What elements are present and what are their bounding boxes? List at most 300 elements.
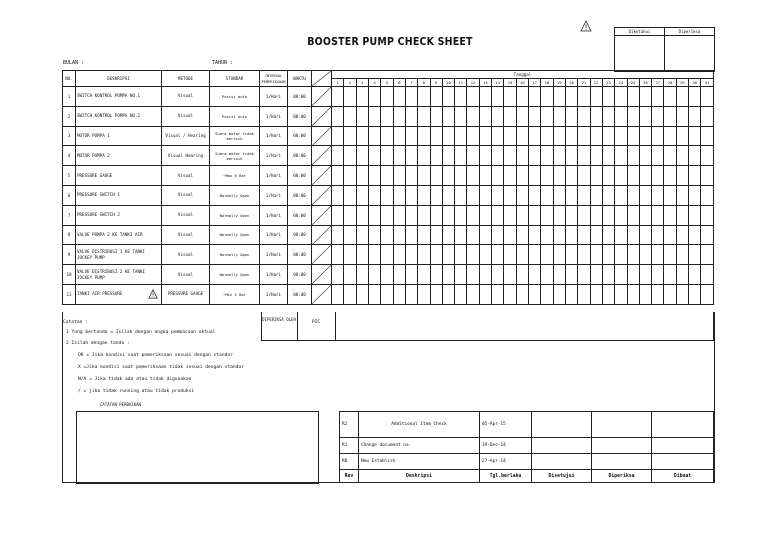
day-check-cell[interactable]	[516, 166, 528, 186]
day-check-cell[interactable]	[627, 166, 639, 186]
day-check-cell[interactable]	[393, 245, 405, 265]
day-check-cell[interactable]	[393, 87, 405, 107]
day-check-cell[interactable]	[676, 265, 688, 285]
day-check-cell[interactable]	[529, 284, 541, 304]
day-check-cell[interactable]	[430, 185, 442, 205]
day-check-cell[interactable]	[381, 225, 393, 245]
day-check-cell[interactable]	[332, 284, 344, 304]
day-check-cell[interactable]	[689, 225, 701, 245]
day-check-cell[interactable]	[590, 126, 602, 146]
day-check-cell[interactable]	[479, 185, 491, 205]
day-check-cell[interactable]	[590, 205, 602, 225]
day-check-cell[interactable]	[664, 225, 676, 245]
day-check-cell[interactable]	[664, 146, 676, 166]
day-check-cell[interactable]	[492, 265, 504, 285]
day-check-cell[interactable]	[541, 106, 553, 126]
day-check-cell[interactable]	[442, 284, 454, 304]
day-check-cell[interactable]	[393, 146, 405, 166]
day-check-cell[interactable]	[627, 265, 639, 285]
day-check-cell[interactable]	[676, 245, 688, 265]
day-check-cell[interactable]	[652, 284, 664, 304]
day-check-cell[interactable]	[368, 225, 380, 245]
day-check-cell[interactable]	[689, 245, 701, 265]
day-check-cell[interactable]	[541, 185, 553, 205]
day-check-cell[interactable]	[652, 225, 664, 245]
day-check-cell[interactable]	[430, 284, 442, 304]
day-check-cell[interactable]	[381, 265, 393, 285]
day-check-cell[interactable]	[442, 126, 454, 146]
day-check-cell[interactable]	[467, 166, 479, 186]
day-check-cell[interactable]	[529, 146, 541, 166]
day-check-cell[interactable]	[492, 245, 504, 265]
day-check-cell[interactable]	[652, 265, 664, 285]
day-check-cell[interactable]	[467, 265, 479, 285]
day-check-cell[interactable]	[393, 126, 405, 146]
day-check-cell[interactable]	[565, 284, 577, 304]
day-check-cell[interactable]	[368, 126, 380, 146]
day-check-cell[interactable]	[504, 166, 516, 186]
day-check-cell[interactable]	[590, 166, 602, 186]
day-check-cell[interactable]	[356, 166, 368, 186]
day-check-cell[interactable]	[516, 185, 528, 205]
day-check-cell[interactable]	[368, 265, 380, 285]
day-check-cell[interactable]	[565, 265, 577, 285]
day-check-cell[interactable]	[639, 205, 651, 225]
day-check-cell[interactable]	[393, 166, 405, 186]
day-check-cell[interactable]	[664, 185, 676, 205]
day-check-cell[interactable]	[492, 205, 504, 225]
day-check-cell[interactable]	[405, 126, 417, 146]
day-check-cell[interactable]	[615, 126, 627, 146]
day-check-cell[interactable]	[615, 166, 627, 186]
day-check-cell[interactable]	[344, 87, 356, 107]
day-check-cell[interactable]	[455, 265, 467, 285]
day-check-cell[interactable]	[356, 106, 368, 126]
day-check-cell[interactable]	[689, 284, 701, 304]
day-check-cell[interactable]	[627, 126, 639, 146]
day-check-cell[interactable]	[615, 284, 627, 304]
day-check-cell[interactable]	[602, 87, 614, 107]
day-check-cell[interactable]	[652, 205, 664, 225]
day-check-cell[interactable]	[356, 185, 368, 205]
day-check-cell[interactable]	[418, 87, 430, 107]
day-check-cell[interactable]	[664, 126, 676, 146]
day-check-cell[interactable]	[442, 225, 454, 245]
day-check-cell[interactable]	[332, 146, 344, 166]
day-check-cell[interactable]	[418, 166, 430, 186]
day-check-cell[interactable]	[418, 284, 430, 304]
day-check-cell[interactable]	[455, 185, 467, 205]
day-check-cell[interactable]	[381, 284, 393, 304]
day-check-cell[interactable]	[565, 106, 577, 126]
day-check-cell[interactable]	[529, 265, 541, 285]
day-check-cell[interactable]	[479, 146, 491, 166]
day-check-cell[interactable]	[639, 225, 651, 245]
day-check-cell[interactable]	[393, 284, 405, 304]
day-check-cell[interactable]	[676, 225, 688, 245]
day-check-cell[interactable]	[467, 284, 479, 304]
day-check-cell[interactable]	[664, 106, 676, 126]
day-check-cell[interactable]	[442, 185, 454, 205]
day-check-cell[interactable]	[541, 225, 553, 245]
day-check-cell[interactable]	[689, 265, 701, 285]
day-check-cell[interactable]	[553, 166, 565, 186]
day-check-cell[interactable]	[492, 146, 504, 166]
day-check-cell[interactable]	[529, 205, 541, 225]
day-check-cell[interactable]	[565, 126, 577, 146]
day-check-cell[interactable]	[393, 225, 405, 245]
day-check-cell[interactable]	[676, 284, 688, 304]
day-check-cell[interactable]	[627, 185, 639, 205]
day-check-cell[interactable]	[344, 126, 356, 146]
day-check-cell[interactable]	[639, 146, 651, 166]
day-check-cell[interactable]	[602, 126, 614, 146]
day-check-cell[interactable]	[504, 185, 516, 205]
day-check-cell[interactable]	[418, 185, 430, 205]
day-check-cell[interactable]	[442, 245, 454, 265]
day-check-cell[interactable]	[344, 245, 356, 265]
day-check-cell[interactable]	[479, 265, 491, 285]
day-check-cell[interactable]	[479, 225, 491, 245]
day-check-cell[interactable]	[627, 87, 639, 107]
day-check-cell[interactable]	[455, 166, 467, 186]
day-check-cell[interactable]	[405, 87, 417, 107]
day-check-cell[interactable]	[627, 225, 639, 245]
day-check-cell[interactable]	[467, 185, 479, 205]
day-check-cell[interactable]	[467, 126, 479, 146]
day-check-cell[interactable]	[516, 265, 528, 285]
day-check-cell[interactable]	[652, 126, 664, 146]
day-check-cell[interactable]	[553, 87, 565, 107]
day-check-cell[interactable]	[676, 106, 688, 126]
day-check-cell[interactable]	[689, 126, 701, 146]
day-check-cell[interactable]	[578, 205, 590, 225]
day-check-cell[interactable]	[405, 225, 417, 245]
day-check-cell[interactable]	[553, 205, 565, 225]
day-check-cell[interactable]	[529, 185, 541, 205]
day-check-cell[interactable]	[516, 106, 528, 126]
day-check-cell[interactable]	[381, 146, 393, 166]
day-check-cell[interactable]	[627, 205, 639, 225]
day-check-cell[interactable]	[590, 284, 602, 304]
day-check-cell[interactable]	[479, 166, 491, 186]
day-check-cell[interactable]	[393, 106, 405, 126]
day-check-cell[interactable]	[405, 166, 417, 186]
day-check-cell[interactable]	[652, 106, 664, 126]
day-check-cell[interactable]	[590, 146, 602, 166]
day-check-cell[interactable]	[455, 225, 467, 245]
day-check-cell[interactable]	[479, 205, 491, 225]
day-check-cell[interactable]	[701, 245, 714, 265]
day-check-cell[interactable]	[405, 185, 417, 205]
day-check-cell[interactable]	[479, 106, 491, 126]
day-check-cell[interactable]	[344, 146, 356, 166]
day-check-cell[interactable]	[332, 126, 344, 146]
day-check-cell[interactable]	[405, 205, 417, 225]
day-check-cell[interactable]	[356, 245, 368, 265]
day-check-cell[interactable]	[590, 245, 602, 265]
day-check-cell[interactable]	[565, 87, 577, 107]
day-check-cell[interactable]	[332, 265, 344, 285]
day-check-cell[interactable]	[602, 245, 614, 265]
day-check-cell[interactable]	[332, 185, 344, 205]
day-check-cell[interactable]	[442, 106, 454, 126]
day-check-cell[interactable]	[430, 126, 442, 146]
day-check-cell[interactable]	[344, 265, 356, 285]
day-check-cell[interactable]	[455, 126, 467, 146]
day-check-cell[interactable]	[565, 185, 577, 205]
day-check-cell[interactable]	[479, 126, 491, 146]
day-check-cell[interactable]	[639, 106, 651, 126]
day-check-cell[interactable]	[393, 265, 405, 285]
day-check-cell[interactable]	[344, 185, 356, 205]
day-check-cell[interactable]	[529, 106, 541, 126]
day-check-cell[interactable]	[602, 205, 614, 225]
day-check-cell[interactable]	[627, 245, 639, 265]
day-check-cell[interactable]	[504, 265, 516, 285]
day-check-cell[interactable]	[701, 146, 714, 166]
day-check-cell[interactable]	[529, 126, 541, 146]
day-check-cell[interactable]	[701, 205, 714, 225]
day-check-cell[interactable]	[455, 245, 467, 265]
day-check-cell[interactable]	[553, 185, 565, 205]
day-check-cell[interactable]	[430, 146, 442, 166]
day-check-cell[interactable]	[356, 87, 368, 107]
day-check-cell[interactable]	[541, 245, 553, 265]
day-check-cell[interactable]	[615, 106, 627, 126]
day-check-cell[interactable]	[590, 185, 602, 205]
day-check-cell[interactable]	[652, 245, 664, 265]
day-check-cell[interactable]	[455, 205, 467, 225]
day-check-cell[interactable]	[430, 87, 442, 107]
day-check-cell[interactable]	[467, 87, 479, 107]
day-check-cell[interactable]	[590, 87, 602, 107]
day-check-cell[interactable]	[578, 166, 590, 186]
day-check-cell[interactable]	[492, 284, 504, 304]
day-check-cell[interactable]	[689, 146, 701, 166]
day-check-cell[interactable]	[541, 265, 553, 285]
day-check-cell[interactable]	[529, 225, 541, 245]
day-check-cell[interactable]	[676, 126, 688, 146]
day-check-cell[interactable]	[689, 205, 701, 225]
day-check-cell[interactable]	[356, 265, 368, 285]
day-check-cell[interactable]	[356, 205, 368, 225]
day-check-cell[interactable]	[430, 225, 442, 245]
day-check-cell[interactable]	[368, 166, 380, 186]
day-check-cell[interactable]	[442, 205, 454, 225]
day-check-cell[interactable]	[701, 185, 714, 205]
day-check-cell[interactable]	[368, 284, 380, 304]
day-check-cell[interactable]	[492, 225, 504, 245]
day-check-cell[interactable]	[368, 245, 380, 265]
day-check-cell[interactable]	[492, 166, 504, 186]
day-check-cell[interactable]	[565, 205, 577, 225]
day-check-cell[interactable]	[405, 146, 417, 166]
day-check-cell[interactable]	[627, 284, 639, 304]
day-check-cell[interactable]	[602, 284, 614, 304]
day-check-cell[interactable]	[430, 106, 442, 126]
day-check-cell[interactable]	[467, 106, 479, 126]
day-check-cell[interactable]	[504, 126, 516, 146]
day-check-cell[interactable]	[516, 205, 528, 225]
day-check-cell[interactable]	[492, 185, 504, 205]
day-check-cell[interactable]	[529, 245, 541, 265]
day-check-cell[interactable]	[553, 126, 565, 146]
day-check-cell[interactable]	[615, 245, 627, 265]
day-check-cell[interactable]	[442, 146, 454, 166]
day-check-cell[interactable]	[442, 265, 454, 285]
day-check-cell[interactable]	[430, 245, 442, 265]
day-check-cell[interactable]	[504, 245, 516, 265]
day-check-cell[interactable]	[393, 185, 405, 205]
day-check-cell[interactable]	[639, 166, 651, 186]
day-check-cell[interactable]	[615, 146, 627, 166]
day-check-cell[interactable]	[356, 284, 368, 304]
day-check-cell[interactable]	[578, 225, 590, 245]
day-check-cell[interactable]	[639, 284, 651, 304]
day-check-cell[interactable]	[615, 185, 627, 205]
day-check-cell[interactable]	[590, 225, 602, 245]
day-check-cell[interactable]	[664, 205, 676, 225]
day-check-cell[interactable]	[689, 166, 701, 186]
day-check-cell[interactable]	[553, 106, 565, 126]
day-check-cell[interactable]	[381, 106, 393, 126]
day-check-cell[interactable]	[332, 87, 344, 107]
day-check-cell[interactable]	[516, 284, 528, 304]
day-check-cell[interactable]	[381, 166, 393, 186]
day-check-cell[interactable]	[602, 225, 614, 245]
day-check-cell[interactable]	[664, 245, 676, 265]
day-check-cell[interactable]	[602, 146, 614, 166]
day-check-cell[interactable]	[381, 245, 393, 265]
day-check-cell[interactable]	[701, 225, 714, 245]
day-check-cell[interactable]	[701, 87, 714, 107]
day-check-cell[interactable]	[492, 126, 504, 146]
day-check-cell[interactable]	[344, 225, 356, 245]
day-check-cell[interactable]	[615, 87, 627, 107]
day-check-cell[interactable]	[418, 146, 430, 166]
day-check-cell[interactable]	[701, 284, 714, 304]
day-check-cell[interactable]	[639, 245, 651, 265]
day-check-cell[interactable]	[418, 265, 430, 285]
day-check-cell[interactable]	[381, 126, 393, 146]
day-check-cell[interactable]	[332, 106, 344, 126]
day-check-cell[interactable]	[565, 245, 577, 265]
day-check-cell[interactable]	[504, 87, 516, 107]
day-check-cell[interactable]	[639, 126, 651, 146]
day-check-cell[interactable]	[602, 185, 614, 205]
day-check-cell[interactable]	[516, 225, 528, 245]
day-check-cell[interactable]	[565, 166, 577, 186]
day-check-cell[interactable]	[701, 265, 714, 285]
day-check-cell[interactable]	[504, 106, 516, 126]
day-check-cell[interactable]	[639, 87, 651, 107]
day-check-cell[interactable]	[405, 106, 417, 126]
day-check-cell[interactable]	[516, 126, 528, 146]
day-check-cell[interactable]	[615, 225, 627, 245]
day-check-cell[interactable]	[553, 265, 565, 285]
day-check-cell[interactable]	[430, 205, 442, 225]
day-check-cell[interactable]	[578, 146, 590, 166]
day-check-cell[interactable]	[652, 166, 664, 186]
day-check-cell[interactable]	[676, 185, 688, 205]
day-check-cell[interactable]	[405, 265, 417, 285]
day-check-cell[interactable]	[356, 146, 368, 166]
day-check-cell[interactable]	[430, 265, 442, 285]
day-check-cell[interactable]	[578, 284, 590, 304]
day-check-cell[interactable]	[418, 126, 430, 146]
day-check-cell[interactable]	[578, 87, 590, 107]
day-check-cell[interactable]	[368, 106, 380, 126]
day-check-cell[interactable]	[467, 245, 479, 265]
day-check-cell[interactable]	[676, 87, 688, 107]
day-check-cell[interactable]	[479, 87, 491, 107]
day-check-cell[interactable]	[602, 265, 614, 285]
day-check-cell[interactable]	[627, 106, 639, 126]
day-check-cell[interactable]	[652, 87, 664, 107]
day-check-cell[interactable]	[504, 225, 516, 245]
day-check-cell[interactable]	[553, 146, 565, 166]
day-check-cell[interactable]	[590, 265, 602, 285]
day-check-cell[interactable]	[418, 205, 430, 225]
day-check-cell[interactable]	[578, 265, 590, 285]
day-check-cell[interactable]	[332, 205, 344, 225]
day-check-cell[interactable]	[602, 106, 614, 126]
day-check-cell[interactable]	[664, 166, 676, 186]
day-check-cell[interactable]	[492, 106, 504, 126]
day-check-cell[interactable]	[344, 284, 356, 304]
day-check-cell[interactable]	[578, 106, 590, 126]
day-check-cell[interactable]	[344, 205, 356, 225]
day-check-cell[interactable]	[381, 87, 393, 107]
day-check-cell[interactable]	[455, 146, 467, 166]
day-check-cell[interactable]	[565, 146, 577, 166]
day-check-cell[interactable]	[676, 166, 688, 186]
day-check-cell[interactable]	[442, 87, 454, 107]
day-check-cell[interactable]	[615, 265, 627, 285]
day-check-cell[interactable]	[578, 245, 590, 265]
day-check-cell[interactable]	[368, 87, 380, 107]
day-check-cell[interactable]	[639, 185, 651, 205]
day-check-cell[interactable]	[418, 245, 430, 265]
day-check-cell[interactable]	[368, 205, 380, 225]
day-check-cell[interactable]	[664, 265, 676, 285]
day-check-cell[interactable]	[467, 205, 479, 225]
day-check-cell[interactable]	[565, 225, 577, 245]
day-check-cell[interactable]	[418, 106, 430, 126]
day-check-cell[interactable]	[504, 284, 516, 304]
day-check-cell[interactable]	[332, 245, 344, 265]
day-check-cell[interactable]	[602, 166, 614, 186]
day-check-cell[interactable]	[368, 146, 380, 166]
day-check-cell[interactable]	[479, 245, 491, 265]
day-check-cell[interactable]	[541, 284, 553, 304]
day-check-cell[interactable]	[442, 166, 454, 186]
day-check-cell[interactable]	[652, 185, 664, 205]
day-check-cell[interactable]	[529, 166, 541, 186]
day-check-cell[interactable]	[541, 126, 553, 146]
day-check-cell[interactable]	[664, 87, 676, 107]
day-check-cell[interactable]	[504, 146, 516, 166]
day-check-cell[interactable]	[664, 284, 676, 304]
day-check-cell[interactable]	[455, 106, 467, 126]
day-check-cell[interactable]	[627, 146, 639, 166]
day-check-cell[interactable]	[467, 146, 479, 166]
day-check-cell[interactable]	[516, 146, 528, 166]
day-check-cell[interactable]	[553, 245, 565, 265]
day-check-cell[interactable]	[467, 225, 479, 245]
day-check-cell[interactable]	[578, 126, 590, 146]
